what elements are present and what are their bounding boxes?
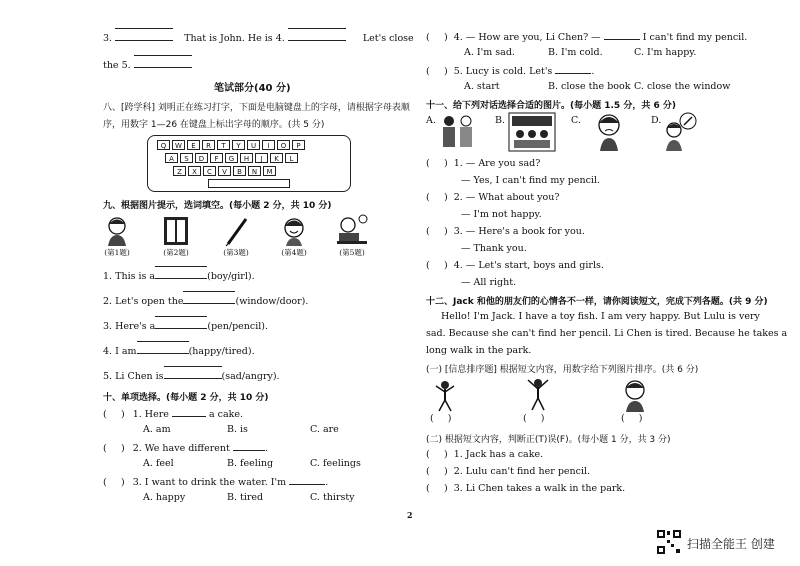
key: U — [247, 140, 260, 150]
pic-jumping-boy — [525, 378, 551, 412]
sec11-label-a: A. — [426, 115, 436, 126]
sec12-p3: long walk in the park. — [426, 345, 532, 356]
pic-b-classroom — [508, 112, 556, 152]
window-icon — [158, 215, 194, 247]
classroom-icon — [508, 112, 556, 152]
sec12-title: 十二、Jack 和他的朋友们的心情各不一样，请你阅读短文，完成下列各题。(共 9 分) — [426, 297, 768, 307]
caption: (第2题) — [163, 248, 189, 257]
pic-fish-boy — [433, 380, 457, 412]
sec12-p2: sad. Because she can't find her pencil. Li Chen is tired. Because he takes a — [426, 328, 788, 339]
sec11-label-b: B. — [495, 115, 506, 126]
sec10-title: 十、单项选择。(每小题 2 分，共 10 分) — [103, 393, 269, 403]
girl-icon — [100, 215, 134, 247]
key: R — [202, 140, 215, 150]
boy-with-fish-icon — [433, 380, 457, 412]
sec8-line2: 序，用数字 1—26 在键盘上标出字母的顺序。(共 5 分) — [103, 120, 325, 130]
sec12-p1: Hello! I'm Jack. I have a toy fish. I am very happy. But Lulu is very — [441, 311, 760, 322]
sec11-d2-q: ( ) 2. — What about you? — [426, 192, 560, 203]
key: J — [255, 153, 268, 163]
sec10-q2: ( ) 2. We have different . — [103, 443, 268, 454]
written-header: 笔试部分(40 分) — [214, 83, 291, 94]
r-q5-c: C. close the window — [634, 81, 731, 92]
q5-line: the 5. — [103, 57, 192, 71]
key: C — [203, 166, 216, 176]
key: A — [165, 153, 178, 163]
keyboard-figure — [147, 135, 351, 192]
jumping-boy-icon — [525, 378, 551, 412]
keyboard-row-3 — [173, 166, 276, 176]
key: N — [248, 166, 261, 176]
tf-1: ( ) 1. Jack has a cake. — [426, 449, 544, 460]
qr-code — [656, 529, 682, 555]
q3-line: 3. That is John. He is 4. Let's close — [103, 30, 414, 44]
r-q5: ( ) 5. Lucy is cold. Let's . — [426, 66, 595, 77]
key: H — [240, 153, 253, 163]
order-blank-3[interactable]: ( ) — [621, 413, 643, 424]
pen-icon — [218, 215, 254, 247]
tired-boy-icon — [333, 213, 371, 247]
sec11-d2-a: — I'm not happy. — [461, 209, 542, 220]
sec9-item-2: 2. Let's open the (window/door). — [103, 293, 308, 307]
pic-pen — [218, 215, 254, 258]
r-q5-b: B. close the book — [548, 81, 631, 92]
order-blank-1[interactable]: ( ) — [430, 413, 452, 424]
key: S — [180, 153, 193, 163]
sec10-q1: ( ) 1. Here a cake. — [103, 409, 244, 420]
sec11-d1-q: ( ) 1. — Are you sad? — [426, 158, 541, 169]
pic-girl-face — [622, 378, 648, 412]
sec11-d3-q: ( ) 3. — Here's a book for you. — [426, 226, 585, 237]
sec9-item-4: 4. I am (happy/tired). — [103, 343, 255, 357]
sec11-d1-a: — Yes, I can't find my pencil. — [461, 175, 601, 186]
sec10-q2-c: C. feelings — [310, 458, 361, 469]
qr-code-icon — [656, 529, 682, 555]
sec9-title: 九、根据图片提示，选词填空。(每小题 2 分，共 10 分) — [103, 201, 332, 211]
sec10-q1-b: B. is — [227, 424, 248, 435]
pic-d-girl-pencil — [662, 112, 698, 152]
girl-face-icon — [622, 378, 648, 412]
key: O — [277, 140, 290, 150]
sec10-q1-a: A. am — [143, 424, 171, 435]
keyboard-row-1 — [157, 140, 305, 150]
sec10-q3-b: B. tired — [227, 492, 264, 503]
r-q4-c: C. I'm happy. — [634, 47, 697, 58]
key: G — [225, 153, 238, 163]
key: Z — [173, 166, 186, 176]
sad-girl-icon — [594, 112, 624, 152]
key: E — [187, 140, 200, 150]
pic-c-sad-girl — [594, 112, 624, 152]
sec9-item-5: 5. Li Chen is (sad/angry). — [103, 368, 280, 382]
sec10-q2-b: B. feeling — [227, 458, 274, 469]
sec10-q3-a: A. happy — [143, 492, 186, 503]
sec11-title: 十一、给下列对话选择合适的图片。(每小题 1.5 分，共 6 分) — [426, 101, 676, 111]
key: X — [188, 166, 201, 176]
girl-with-pencil-icon — [662, 112, 698, 152]
pic-tired-boy — [333, 213, 371, 258]
caption: (第3题) — [223, 248, 249, 257]
order-blank-2[interactable]: ( ) — [523, 413, 545, 424]
key: Y — [232, 140, 245, 150]
sec11-label-d: D. — [651, 115, 662, 126]
key: V — [218, 166, 231, 176]
r-q4-b: B. I'm cold. — [548, 47, 603, 58]
key: D — [195, 153, 208, 163]
key: B — [233, 166, 246, 176]
caption: (第1题) — [104, 248, 130, 257]
key: K — [270, 153, 283, 163]
sec11-d4-a: — All right. — [461, 277, 517, 288]
sec11-label-c: C. — [571, 115, 581, 126]
sec10-q2-a: A. feel — [143, 458, 174, 469]
sec10-q1-c: C. are — [310, 424, 339, 435]
r-q4: ( ) 4. — How are you, Li Chen? — I can't find my pencil. — [426, 32, 748, 43]
pic-a-two-people — [438, 113, 478, 149]
sec9-item-3: 3. Here's a (pen/pencil). — [103, 318, 268, 332]
tf-2: ( ) 2. Lulu can't find her pencil. — [426, 466, 591, 477]
pic-happy-girl — [276, 215, 312, 258]
page-number: 2 — [407, 510, 413, 520]
two-people-icon — [438, 113, 478, 149]
key: F — [210, 153, 223, 163]
key: Q — [157, 140, 170, 150]
tf-3: ( ) 3. Li Chen takes a walk in the park. — [426, 483, 626, 494]
space-key — [208, 179, 290, 188]
caption: (第4题) — [281, 248, 307, 257]
key: I — [262, 140, 275, 150]
happy-girl-icon — [276, 215, 312, 247]
sec10-q3: ( ) 3. I want to drink the water. I'm . — [103, 477, 329, 488]
key: L — [285, 153, 298, 163]
caption: (第5题) — [339, 248, 365, 257]
sec12-part1: (一) [信息排序题] 根据短文内容，用数字给下列图片排序。(共 6 分) — [426, 365, 699, 375]
sec8-line1: 八、[跨学科] 刘明正在练习打字，下面是电脑键盘上的字母，请根据字母表顺 — [103, 103, 410, 113]
r-q5-a: A. start — [464, 81, 500, 92]
key: P — [292, 140, 305, 150]
key: T — [217, 140, 230, 150]
sec10-q3-c: C. thirsty — [310, 492, 355, 503]
pic-girl — [100, 215, 134, 258]
key: W — [172, 140, 185, 150]
key: M — [263, 166, 276, 176]
sec12-part2: (二) 根据短文内容，判断正(T)误(F)。(每小题 1 分，共 3 分) — [426, 435, 671, 445]
r-q4-a: A. I'm sad. — [464, 47, 515, 58]
pic-window — [158, 215, 194, 258]
sec11-d4-q: ( ) 4. — Let's start, boys and girls. — [426, 260, 604, 271]
sec9-item-1: 1. This is a (boy/girl). — [103, 268, 255, 282]
keyboard-row-2 — [165, 153, 298, 163]
sec11-d3-a: — Thank you. — [461, 243, 527, 254]
scanner-watermark: 扫描全能王 创建 — [687, 537, 775, 551]
